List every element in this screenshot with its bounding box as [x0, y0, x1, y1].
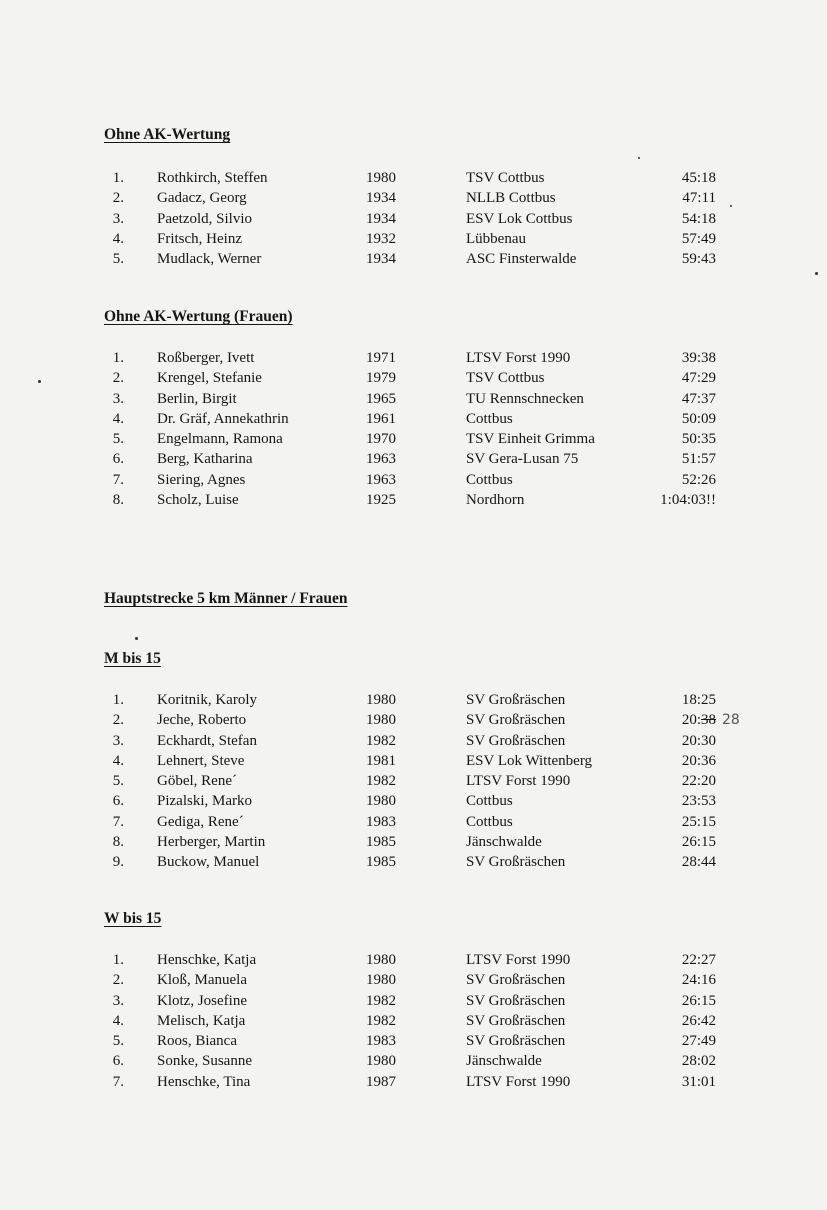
birth-year: 1965 — [366, 390, 396, 407]
rank: 3. — [112, 732, 124, 749]
time-prefix: 20: — [681, 712, 701, 729]
result-row — [0, 731, 827, 751]
birth-year: 1983 — [366, 1033, 396, 1050]
finish-time: 47:11 — [682, 190, 716, 207]
result-row — [0, 429, 827, 449]
birth-year: 1981 — [366, 752, 396, 769]
result-row — [0, 1072, 827, 1092]
finish-time: 47:29 — [681, 370, 716, 387]
athlete-name: Krengel, Stefanie — [157, 370, 262, 387]
finish-time: 28:44 — [681, 854, 716, 871]
finish-time: 54:18 — [681, 210, 716, 227]
athlete-name: Mudlack, Werner — [157, 251, 262, 268]
athlete-name: Dr. Gräf, Annekathrin — [157, 410, 289, 427]
club: SV Großräschen — [466, 692, 566, 708]
rank: 4. — [112, 230, 124, 247]
athlete-name: Fritsch, Heinz — [157, 230, 242, 247]
birth-year: 1980 — [366, 712, 396, 729]
club: SV Großräschen — [466, 732, 566, 749]
rank: 6. — [112, 451, 124, 468]
birth-year: 1970 — [366, 431, 396, 448]
club: Cottbus — [466, 471, 513, 488]
athlete-name: Pizalski, Marko — [157, 793, 252, 810]
finish-time: 18:25 — [681, 692, 716, 708]
club: Nordhorn — [466, 492, 525, 509]
result-row — [0, 168, 827, 188]
birth-year: 1983 — [366, 813, 396, 830]
result-row — [0, 1051, 827, 1071]
result-row — [0, 209, 827, 229]
results-list-w-bis-15 — [0, 950, 827, 1092]
club: SV Großräschen — [466, 1012, 566, 1029]
birth-year: 1934 — [366, 190, 396, 207]
club: Cottbus — [466, 813, 513, 830]
result-row — [0, 812, 827, 832]
birth-year: 1925 — [366, 492, 396, 509]
rank: 1. — [112, 692, 124, 708]
struck-seconds: 38 — [701, 712, 716, 729]
birth-year: 1934 — [366, 210, 396, 227]
result-row — [0, 970, 827, 990]
scan-speck — [815, 272, 818, 275]
scan-speck — [38, 380, 41, 383]
club: TSV Cottbus — [466, 370, 545, 387]
rank: 6. — [112, 793, 124, 810]
athlete-name: Kloß, Manuela — [157, 972, 247, 989]
athlete-name: Paetzold, Silvio — [157, 210, 252, 227]
birth-year: 1980 — [366, 952, 396, 968]
athlete-name: Sonke, Susanne — [157, 1053, 252, 1070]
section-heading-w-bis-15: W bis 15 — [104, 910, 162, 927]
birth-year: 1982 — [366, 773, 396, 790]
result-row — [0, 229, 827, 249]
rank: 2. — [112, 972, 124, 989]
section-heading-hauptstrecke: Hauptstrecke 5 km Männer / Frauen — [104, 590, 348, 607]
rank: 6. — [112, 1053, 124, 1070]
scan-speck — [135, 637, 138, 640]
finish-time: 22:20 — [681, 773, 716, 790]
athlete-name: Henschke, Katja — [157, 952, 257, 968]
club: TSV Cottbus — [466, 170, 545, 186]
birth-year: 1987 — [366, 1073, 396, 1090]
club: SV Großräschen — [466, 992, 566, 1009]
club: SV Großräschen — [466, 1033, 566, 1050]
finish-time: 31:01 — [681, 1073, 716, 1090]
rank: 7. — [112, 471, 124, 488]
finish-time: 51:57 — [681, 451, 716, 468]
result-row — [0, 249, 827, 269]
result-row — [0, 188, 827, 208]
rank: 9. — [112, 854, 124, 871]
finish-time: 25:15 — [681, 813, 716, 830]
result-row — [0, 950, 827, 970]
rank: 3. — [112, 390, 124, 407]
athlete-name: Roos, Bianca — [157, 1033, 237, 1050]
birth-year: 1985 — [366, 834, 396, 851]
section-heading-ohne-ak: Ohne AK-Wertung — [104, 126, 231, 143]
results-list-ohne-ak-frauen — [0, 348, 827, 510]
result-row — [0, 368, 827, 388]
birth-year: 1932 — [366, 230, 396, 247]
athlete-name: Gediga, Rene´ — [157, 813, 244, 830]
athlete-name: Berg, Katharina — [157, 451, 253, 468]
finish-time: 26:15 — [681, 992, 716, 1009]
rank: 3. — [112, 210, 124, 227]
club: NLLB Cottbus — [466, 190, 556, 207]
rank: 5. — [112, 773, 124, 790]
club: ESV Lok Cottbus — [466, 210, 573, 227]
athlete-name: Henschke, Tina — [157, 1073, 251, 1090]
club: LTSV Forst 1990 — [466, 952, 571, 968]
handwritten-correction: 28 — [722, 712, 740, 729]
result-row — [0, 791, 827, 811]
result-row — [0, 449, 827, 469]
birth-year: 1982 — [366, 992, 396, 1009]
finish-time: 28:02 — [681, 1053, 716, 1070]
result-row — [0, 1031, 827, 1051]
rank: 1. — [112, 350, 124, 366]
club: Jänschwalde — [466, 1053, 542, 1070]
rank: 1. — [112, 170, 124, 186]
birth-year: 1961 — [366, 410, 396, 427]
athlete-name: Herberger, Martin — [157, 834, 266, 851]
result-row — [0, 991, 827, 1011]
club: SV Großräschen — [466, 972, 566, 989]
birth-year: 1985 — [366, 854, 396, 871]
rank: 7. — [112, 813, 124, 830]
club: SV Gera-Lusan 75 — [466, 451, 579, 468]
athlete-name: Göbel, Rene´ — [157, 773, 237, 790]
scan-speck — [638, 157, 640, 159]
finish-time: 22:27 — [681, 952, 716, 968]
club: Lübbenau — [466, 230, 526, 247]
result-row — [0, 852, 827, 872]
finish-time: 50:09 — [681, 410, 716, 427]
club: Cottbus — [466, 410, 513, 427]
results-list-m-bis-15 — [0, 690, 827, 873]
rank: 2. — [112, 370, 124, 387]
club: TSV Einheit Grimma — [466, 431, 595, 448]
section-heading-ohne-ak-frauen: Ohne AK-Wertung (Frauen) — [104, 308, 293, 325]
club: Jänschwalde — [466, 834, 542, 851]
club: LTSV Forst 1990 — [466, 350, 571, 366]
rank: 7. — [112, 1073, 124, 1090]
athlete-name: Klotz, Josefine — [157, 992, 247, 1009]
rank: 5. — [112, 251, 124, 268]
finish-time: 50:35 — [681, 431, 716, 448]
athlete-name: Jeche, Roberto — [157, 712, 247, 729]
athlete-name: Rothkirch, Steffen — [157, 170, 268, 186]
athlete-name: Gadacz, Georg — [157, 190, 247, 207]
club: SV Großräschen — [466, 854, 566, 871]
result-row — [0, 490, 827, 510]
finish-time: 52:26 — [681, 471, 716, 488]
rank: 4. — [112, 752, 124, 769]
finish-time: 45:18 — [681, 170, 716, 186]
birth-year: 1979 — [366, 370, 396, 387]
athlete-name: Melisch, Katja — [157, 1012, 246, 1029]
rank: 8. — [112, 492, 124, 509]
finish-time: 20:30 — [681, 732, 716, 749]
birth-year: 1971 — [366, 350, 396, 366]
finish-time: 24:16 — [681, 972, 716, 989]
scan-speck — [730, 205, 732, 207]
club: TU Rennschnecken — [466, 390, 584, 407]
rank: 2. — [112, 712, 124, 729]
athlete-name: Buckow, Manuel — [157, 854, 260, 871]
results-list-ohne-ak — [0, 168, 827, 269]
birth-year: 1980 — [366, 170, 396, 186]
club: LTSV Forst 1990 — [466, 773, 571, 790]
section-heading-m-bis-15: M bis 15 — [104, 650, 161, 667]
rank: 5. — [112, 431, 124, 448]
result-row — [0, 1011, 827, 1031]
rank: 2. — [112, 190, 124, 207]
birth-year: 1980 — [366, 972, 396, 989]
birth-year: 1963 — [366, 451, 396, 468]
finish-time-corrected — [682, 710, 716, 730]
rank: 1. — [112, 952, 124, 968]
athlete-name: Koritnik, Karoly — [157, 692, 257, 708]
result-row — [0, 690, 827, 710]
rank: 8. — [112, 834, 124, 851]
result-row — [0, 409, 827, 429]
athlete-name: Scholz, Luise — [157, 492, 239, 509]
result-row — [0, 751, 827, 771]
result-row — [0, 832, 827, 852]
result-row — [0, 389, 827, 409]
birth-year: 1980 — [366, 692, 396, 708]
rank: 4. — [112, 1012, 124, 1029]
birth-year: 1963 — [366, 471, 396, 488]
rank: 5. — [112, 1033, 124, 1050]
finish-time: 57:49 — [681, 230, 716, 247]
finish-time: 20:36 — [681, 752, 716, 769]
finish-time: 59:43 — [681, 251, 716, 268]
club: ESV Lok Wittenberg — [466, 752, 593, 769]
club: Cottbus — [466, 793, 513, 810]
finish-time: 1:04:03!! — [660, 492, 716, 509]
finish-time: 47:37 — [681, 390, 716, 407]
finish-time: 39:38 — [681, 350, 716, 366]
finish-time: 27:49 — [681, 1033, 716, 1050]
athlete-name: Roßberger, Ivett — [157, 350, 255, 366]
birth-year: 1982 — [366, 1012, 396, 1029]
club: SV Großräschen — [466, 712, 566, 729]
result-row — [0, 470, 827, 490]
club: ASC Finsterwalde — [466, 251, 577, 268]
birth-year: 1980 — [366, 1053, 396, 1070]
club: LTSV Forst 1990 — [466, 1073, 571, 1090]
finish-time: 23:53 — [681, 793, 716, 810]
rank: 4. — [112, 410, 124, 427]
athlete-name: Lehnert, Steve — [157, 752, 245, 769]
athlete-name: Engelmann, Ramona — [157, 431, 283, 448]
birth-year: 1980 — [366, 793, 396, 810]
result-row — [0, 771, 827, 791]
result-row — [0, 348, 827, 368]
athlete-name: Berlin, Birgit — [157, 390, 237, 407]
birth-year: 1982 — [366, 732, 396, 749]
birth-year: 1934 — [366, 251, 396, 268]
result-row — [0, 710, 827, 730]
rank: 3. — [112, 992, 124, 1009]
finish-time: 26:42 — [681, 1012, 716, 1029]
finish-time: 26:15 — [681, 834, 716, 851]
athlete-name: Eckhardt, Stefan — [157, 732, 257, 749]
athlete-name: Siering, Agnes — [157, 471, 246, 488]
